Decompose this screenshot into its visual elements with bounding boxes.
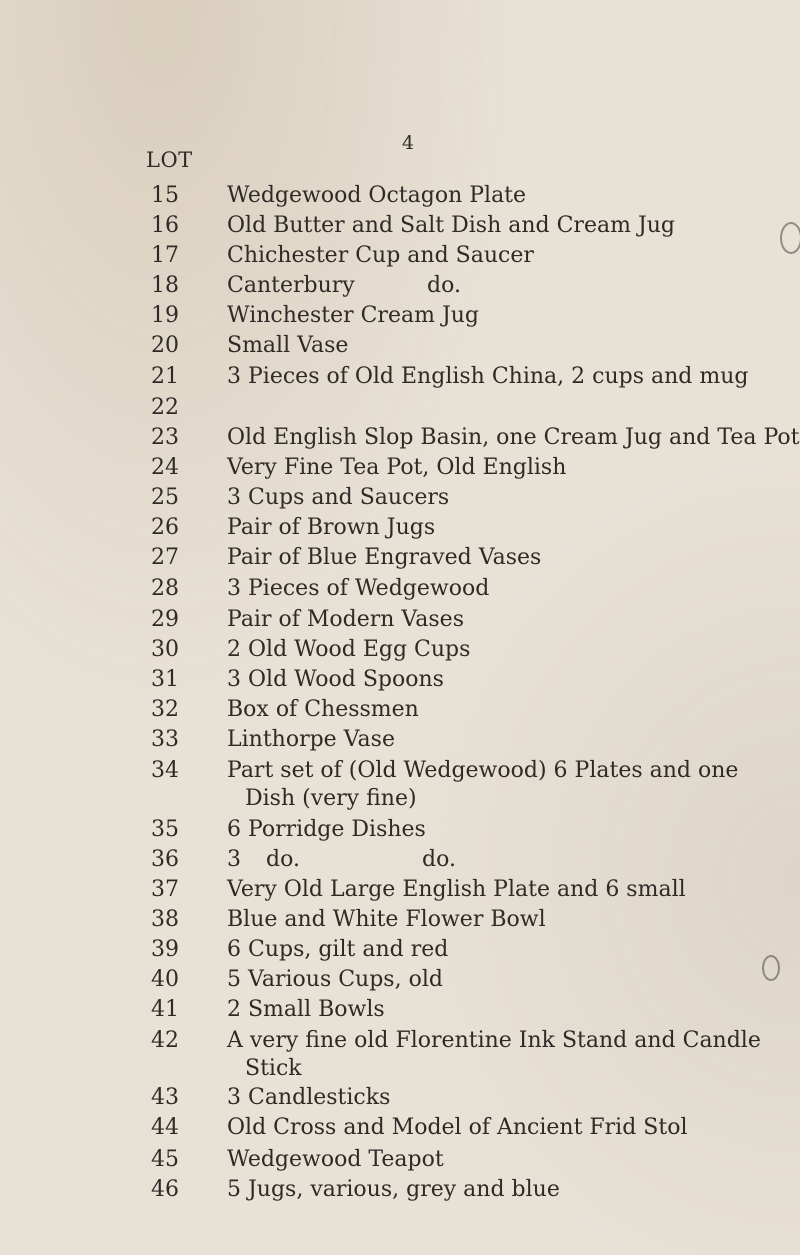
lot-description (227, 606, 727, 634)
lot-description (227, 514, 727, 542)
lot-number: 23 (151, 425, 179, 450)
ditto-mark: do. (266, 847, 300, 872)
lot-description-text: Wedgewood Octagon Plate (227, 183, 527, 208)
lot-number: 38 (151, 907, 179, 932)
lot-number: 22 (151, 395, 179, 420)
lot-description-text: Pair of Modern Vases (227, 607, 464, 632)
lot-number: 34 (151, 758, 179, 783)
lot-number: 26 (151, 515, 179, 540)
lot-description (227, 302, 727, 330)
lot-description (227, 1027, 761, 1083)
lot-description-text: Linthorpe Vase (227, 727, 395, 752)
lot-description-text: Old Butter and Salt Dish and Cream Jug (227, 213, 676, 238)
lot-description-text: Wedgewood Teapot (227, 1147, 444, 1172)
lot-description-text: Old English Slop Basin, one Cream Jug and Tea Pot (227, 425, 800, 450)
lot-description-text: 6 Porridge Dishes (227, 817, 426, 842)
ditto-mark: do. (427, 273, 461, 298)
lot-number: 25 (151, 485, 179, 510)
lot-number: 46 (151, 1177, 179, 1202)
lot-description-text: A very fine old Florentine Ink Stand and Candle (227, 1028, 761, 1053)
lot-description (227, 1146, 727, 1174)
lot-description-text: Small Vase (227, 333, 349, 358)
lot-description-text: Very Old Large English Plate and 6 small (227, 877, 686, 902)
lot-description (227, 696, 727, 724)
lot-description (227, 242, 727, 270)
lot-description (227, 906, 727, 934)
lot-description (227, 996, 727, 1024)
lot-number: 18 (151, 273, 179, 298)
lot-description-text: Blue and White Flower Bowl (227, 907, 546, 932)
lot-column-header: LOT (146, 148, 193, 172)
lot-description-text: 3 Cups and Saucers (227, 485, 450, 510)
lot-number: 40 (151, 967, 179, 992)
lot-number: 30 (151, 637, 179, 662)
lot-description-text: Very Fine Tea Pot, Old English (227, 455, 567, 480)
lot-description-text: 3 Pieces of Old English China, 2 cups and mug (227, 364, 749, 389)
lot-description-text: 3 Candlesticks (227, 1085, 391, 1110)
lot-description (227, 1176, 727, 1204)
lot-description-text: Box of Chessmen (227, 697, 419, 722)
lot-number: 20 (151, 333, 179, 358)
lot-description (227, 846, 727, 874)
lot-number: 28 (151, 576, 179, 601)
lot-description (227, 363, 749, 391)
lot-description-text: Pair of Blue Engraved Vases (227, 545, 542, 570)
paper-mark (762, 955, 780, 981)
lot-number: 37 (151, 877, 179, 902)
lot-description-text: Chichester Cup and Saucer (227, 243, 534, 268)
lot-description (227, 936, 727, 964)
lot-number: 42 (151, 1028, 179, 1053)
lot-description-text: 5 Jugs, various, grey and blue (227, 1177, 560, 1202)
lot-description (227, 1084, 727, 1112)
lot-description-continuation: Dish (very fine) (245, 786, 417, 811)
lot-description-text: 3 (227, 847, 241, 872)
lot-description-continuation: Stick (245, 1056, 302, 1081)
lot-description-text: Pair of Brown Jugs (227, 515, 436, 540)
lot-description (227, 484, 727, 512)
lot-number: 41 (151, 997, 179, 1022)
lot-description-text: 3 Old Wood Spoons (227, 667, 444, 692)
lot-description (227, 544, 727, 572)
lot-description (227, 636, 727, 664)
lot-number: 27 (151, 545, 179, 570)
lot-number: 33 (151, 727, 179, 752)
lot-number: 29 (151, 607, 179, 632)
lot-description-text: Part set of (Old Wedgewood) 6 Plates and one (227, 758, 739, 783)
lot-description-text: 2 Small Bowls (227, 997, 385, 1022)
lot-description (227, 1114, 727, 1142)
lot-description (227, 424, 800, 452)
lot-description (227, 666, 727, 694)
lot-description-text: 5 Various Cups, old (227, 967, 443, 992)
lot-number: 45 (151, 1147, 179, 1172)
lot-description (227, 757, 739, 813)
lot-description (227, 182, 727, 210)
lot-description (227, 332, 727, 360)
page-number: 4 (402, 132, 415, 154)
lot-description-text: Old Cross and Model of Ancient Frid Stol (227, 1115, 688, 1140)
lot-number: 39 (151, 937, 179, 962)
lot-number: 21 (151, 364, 179, 389)
lot-number: 24 (151, 455, 179, 480)
lot-description-text: Canterbury (227, 273, 355, 298)
lot-number: 17 (151, 243, 179, 268)
lot-number: 15 (151, 183, 179, 208)
lot-description (227, 272, 727, 300)
lot-description-text: Winchester Cream Jug (227, 303, 480, 328)
lot-description-text: 2 Old Wood Egg Cups (227, 637, 471, 662)
lot-description (227, 454, 727, 482)
lot-description (227, 212, 727, 240)
ditto-mark: do. (422, 847, 456, 872)
lot-description-text: 6 Cups, gilt and red (227, 937, 449, 962)
lot-number: 32 (151, 697, 179, 722)
lot-description-text: 3 Pieces of Wedgewood (227, 576, 490, 601)
paper-mark (780, 222, 800, 254)
lot-description (227, 966, 727, 994)
lot-number: 36 (151, 847, 179, 872)
lot-number: 43 (151, 1085, 179, 1110)
lot-description (227, 575, 727, 603)
lot-number: 19 (151, 303, 179, 328)
lot-number: 16 (151, 213, 179, 238)
lot-number: 44 (151, 1115, 179, 1140)
lot-description (227, 726, 727, 754)
lot-number: 31 (151, 667, 179, 692)
lot-number: 35 (151, 817, 179, 842)
lot-description (227, 816, 727, 844)
lot-description (227, 876, 727, 904)
